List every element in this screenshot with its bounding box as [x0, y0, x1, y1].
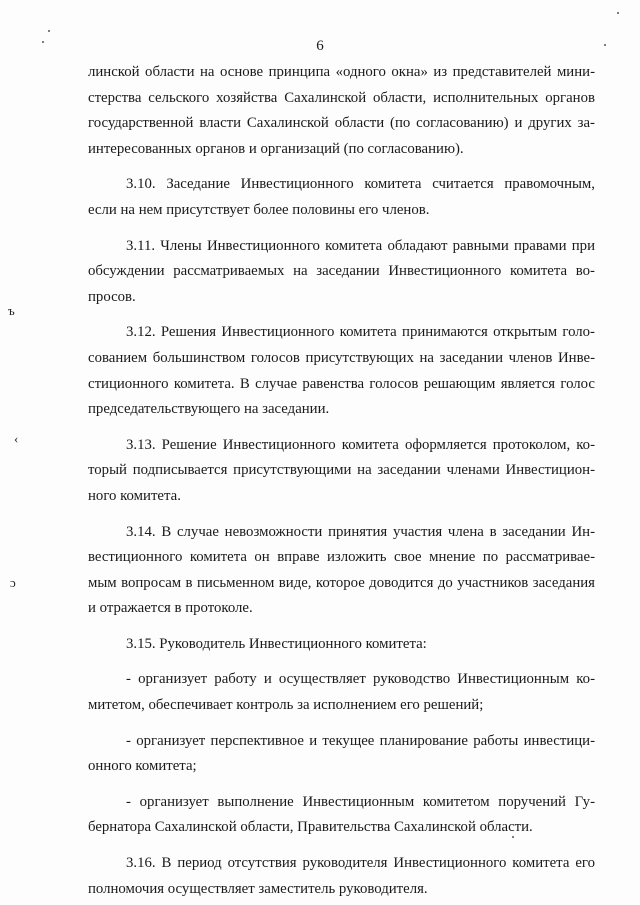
text-line: - организует перспективное и текущее планирование работы инвестици-	[126, 732, 595, 749]
text-line: сованием большинством голосов присутствующих на заседании членов Инве-	[88, 349, 595, 366]
text-line: мым вопросам в письменном виде, которое доводится до участников заседания	[88, 574, 595, 591]
text-line: онного комитета;	[88, 758, 197, 775]
page-number: 6	[316, 38, 324, 54]
text-line: митетом, обеспечивает контроль за исполнением его решений;	[88, 697, 484, 714]
paragraph-3-11	[88, 234, 595, 311]
paragraph-3-12	[88, 320, 595, 422]
text-line: если на нем присутствует более половины его членов.	[88, 201, 430, 218]
text-line: интересованных органов и организаций (по согласованию).	[88, 140, 464, 157]
text-line: - организует выполнение Инвестиционным комитетом поручений Гу-	[126, 793, 595, 810]
margin-scan-mark: ъ	[8, 303, 15, 318]
text-line: 3.14. В случае невозможности принятия участия члена в заседании Ин-	[126, 523, 595, 540]
text-line: торый подписывается присутствующими на заседании членами Инвестицион-	[88, 462, 595, 479]
scan-speck	[604, 44, 606, 46]
paragraph-3-16	[88, 851, 595, 902]
scan-speck	[617, 12, 619, 14]
text-line: обсуждении рассматриваемых на заседании Инвестиционного комитета во-	[88, 263, 595, 280]
list-item-3-15-b	[88, 729, 595, 780]
text-line: полномочия осуществляет заместитель руководителя.	[88, 880, 428, 897]
text-line: и отражается в протоколе.	[88, 600, 253, 617]
text-line: стиционного комитета. В случае равенства голосов решающим является голос	[88, 375, 595, 392]
text-line: - организует работу и осуществляет руководство Инвестиционным ко-	[126, 671, 595, 688]
paragraph-3-13	[88, 433, 595, 510]
paragraph-3-14	[88, 520, 595, 622]
text-line: просов.	[88, 288, 136, 305]
text-line: 3.11. Члены Инвестиционного комитета обладают равными правами при	[126, 237, 595, 254]
text-line: линской области на основе принципа «одного окна» из представителей мини-	[88, 64, 595, 80]
list-item-3-15-c	[88, 790, 595, 841]
text-line: государственной власти Сахалинской области (по согласованию) и других за-	[88, 115, 595, 132]
text-line: 3.10. Заседание Инвестиционного комитета считается правомочным,	[126, 176, 595, 193]
text-line: бернатора Сахалинской области, Правительства Сахалинской области.	[88, 819, 533, 836]
margin-scan-mark: ɔ	[10, 575, 16, 590]
scan-speck	[48, 30, 50, 32]
list-item-3-15-a	[88, 667, 595, 718]
text-line: 3.16. В период отсутствия руководителя Инвестиционного комитета его	[126, 855, 595, 872]
scan-speck	[42, 41, 44, 43]
text-line: ного комитета.	[88, 487, 181, 504]
scan-speck	[512, 836, 514, 838]
text-line: 3.12. Решения Инвестиционного комитета принимаются открытым голо-	[126, 324, 595, 341]
paragraph-continuation	[88, 60, 595, 162]
text-line: стерства сельского хозяйства Сахалинской области, исполнительных органов	[88, 89, 595, 106]
document-body	[88, 60, 595, 902]
text-line: 3.15. Руководитель Инвестиционного комитета:	[126, 635, 427, 652]
paragraph-3-15	[88, 632, 595, 658]
text-line: председательствующего на заседании.	[88, 401, 330, 418]
text-line: вестиционного комитета он вправе изложить свое мнение по рассматривае-	[88, 549, 595, 566]
paragraph-3-10	[88, 172, 595, 223]
margin-scan-mark: ‹	[14, 431, 19, 446]
text-line: 3.13. Решение Инвестиционного комитета оформляется протоколом, ко-	[126, 436, 595, 453]
